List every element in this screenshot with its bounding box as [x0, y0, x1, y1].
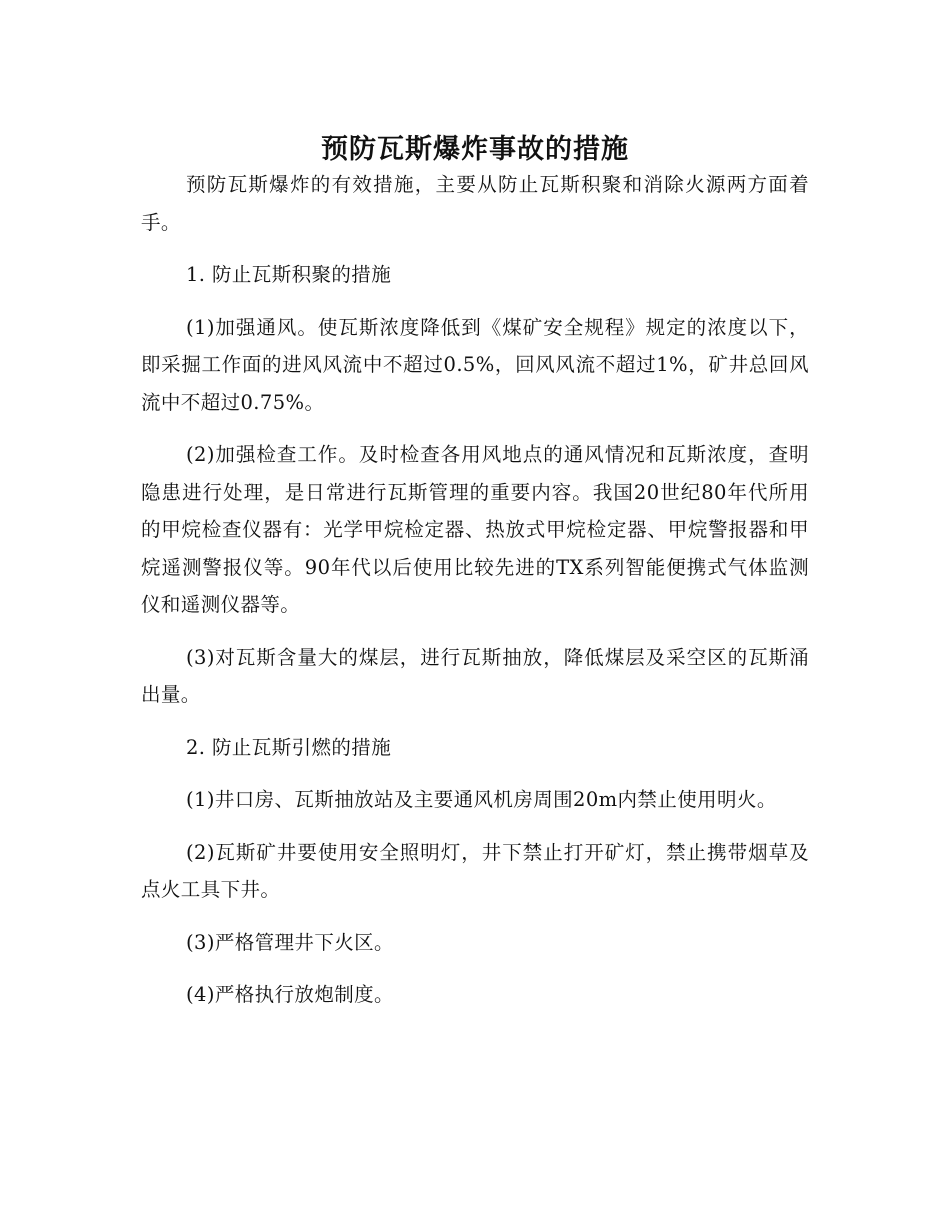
paragraph-ventilation: (1)加强通风。使瓦斯浓度降低到《煤矿安全规程》规定的浓度以下，即采掘工作面的进风风流中不超过0.5%，回风风流不超过1%，矿井总回风流中不超过0.75%。 — [141, 315, 809, 414]
section-heading-prevent-ignition: 2. 防止瓦斯引燃的措施 — [186, 735, 392, 759]
paragraph-blasting: (4)严格执行放炮制度。 — [186, 983, 394, 1006]
document-title: 预防瓦斯爆炸事故的措施 — [321, 134, 629, 166]
paragraph-inspection: (2)加强检查工作。及时检查各用风地点的通风情况和瓦斯浓度，查明隐患进行处理，是日常进行瓦斯管理的重要内容。我国20世纪80年代所用的甲烷检查仪器有：光学甲烷检定器、热放式甲烷检定器、甲烷警报器和甲烷遥测警报仪等。90年代以后使用比较先进的TX系列智能便携式气体监测仪和遥测仪器等。 — [141, 443, 809, 616]
document-body — [141, 166, 809, 1029]
section-heading-prevent-accumulation: 1. 防止瓦斯积聚的措施 — [186, 263, 392, 286]
paragraph-drainage: (3)对瓦斯含量大的煤层，进行瓦斯抽放，降低煤层及采空区的瓦斯涌出量。 — [141, 645, 809, 706]
paragraph-fire-zone: (3)严格管理井下火区。 — [186, 930, 394, 954]
intro-paragraph: 预防瓦斯爆炸的有效措施，主要从防止瓦斯积聚和消除火源两方面着手。 — [141, 173, 809, 234]
paragraph-no-open-fire: (1)井口房、瓦斯抽放站及主要通风机房周围20m内禁止使用明火。 — [186, 788, 777, 811]
paragraph-safety-lamps: (2)瓦斯矿井要使用安全照明灯，井下禁止打开矿灯，禁止携带烟草及点火工具下井。 — [141, 840, 809, 901]
